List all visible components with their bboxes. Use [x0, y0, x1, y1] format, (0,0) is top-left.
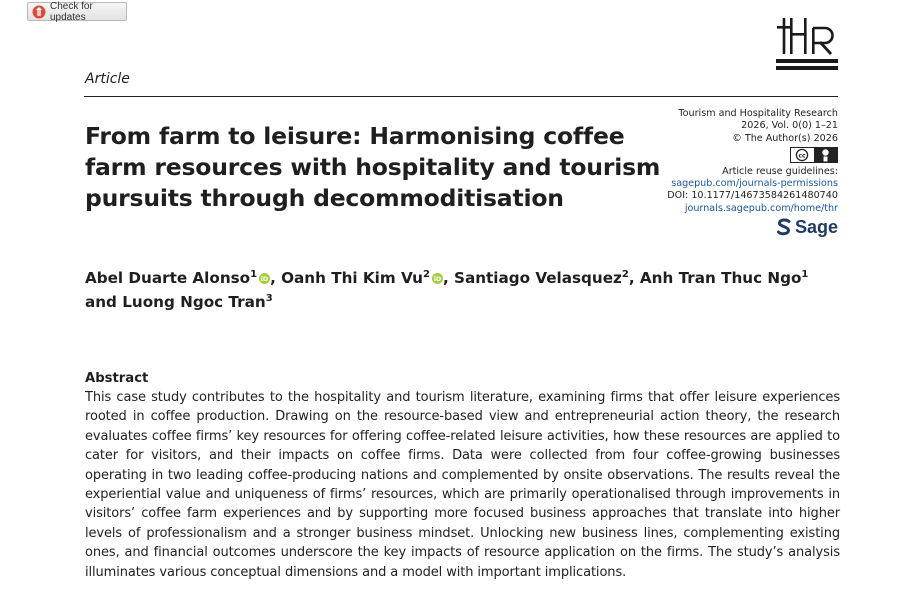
crossmark-update-icon	[32, 5, 46, 19]
journal-name: Tourism and Hospitality Research	[678, 108, 838, 119]
svg-text:cc: cc	[798, 152, 806, 160]
author-affiliation: 1	[250, 268, 258, 280]
author-separator: ,	[442, 269, 455, 287]
svg-text:iD: iD	[433, 274, 442, 283]
author-name[interactable]: Oanh Thi Kim Vu	[281, 269, 423, 287]
author-list	[85, 266, 845, 314]
sage-wordmark: Sage	[794, 216, 838, 237]
author-name[interactable]: Abel Duarte Alonso	[85, 269, 251, 287]
journal-metadata	[578, 108, 838, 240]
check-for-updates-button[interactable]	[27, 2, 127, 21]
header-divider	[84, 96, 838, 97]
abstract-text: This case study contributes to the hospitality and tourism literature, examining firms that offer leisure experiences rooted in coffee production. Drawing on the resource-based view and entrepreneurial action theory, the research evaluates coffee firms’ key resources for offering coffee-related leisure activities, how these resources are applied to cater for visitors, and their impacts on coffee firms. Data were collected from four coffee-growing businesses operating in two leading coffee-producing nations and complemented by onsite observations. The results reveal the experiential value and uniqueness of firms’ resources, which are primarily operationalised through improvements in visitors’ coffee farm experiences and by supporting more focused business approaches that translate into higher levels of professionalism and a stronger business mindset. Unlocking new business lines, complementing existing ones, and financial outcomes underscore the key impacts of resource application on the firms. The study’s analysis illuminates various conceptual dimensions and a model with important implications.	[85, 390, 840, 580]
author-separator: and	[85, 293, 123, 311]
author-name[interactable]: Luong Ngoc Tran	[122, 293, 266, 311]
svg-text:iD: iD	[260, 274, 269, 283]
volume-line: 2026, Vol. 0(0) 1–21	[741, 120, 838, 132]
author-affiliation: 2	[621, 268, 629, 280]
copyright-line: © The Author(s) 2026	[732, 132, 838, 144]
creative-commons-by-icon[interactable]	[790, 147, 838, 163]
doi-line[interactable]: DOI: 10.1177/14673584261480740	[667, 190, 838, 202]
journal-home-link[interactable]: journals.sagepub.com/home/thr	[684, 202, 838, 214]
article-type-label: Article	[85, 71, 130, 87]
orcid-icon[interactable]	[432, 273, 443, 284]
check-for-updates-label: Check for updates	[50, 0, 93, 23]
author-affiliation: 2	[423, 268, 430, 280]
author-affiliation: 3	[265, 292, 273, 304]
abstract-heading: Abstract	[85, 371, 149, 386]
author-affiliation: 1	[801, 268, 809, 280]
author-name[interactable]: Santiago Velasquez	[454, 269, 622, 287]
permissions-link[interactable]: sagepub.com/journals-permissions	[671, 178, 838, 190]
author-name[interactable]: Anh Tran Thuc Ngo	[639, 269, 802, 287]
orcid-icon[interactable]	[259, 273, 270, 284]
author-separator: ,	[628, 269, 640, 287]
author-separator: ,	[270, 269, 282, 287]
journal-logo	[776, 16, 838, 78]
sage-s-icon	[776, 218, 792, 236]
sage-publisher-logo[interactable]	[776, 218, 838, 236]
reuse-guidelines-label: Article reuse guidelines:	[722, 165, 838, 177]
paper-title: From farm to leisure: Harmonising coffee farm resources with hospitality and tourism pursuits through decommoditisation	[85, 122, 661, 212]
